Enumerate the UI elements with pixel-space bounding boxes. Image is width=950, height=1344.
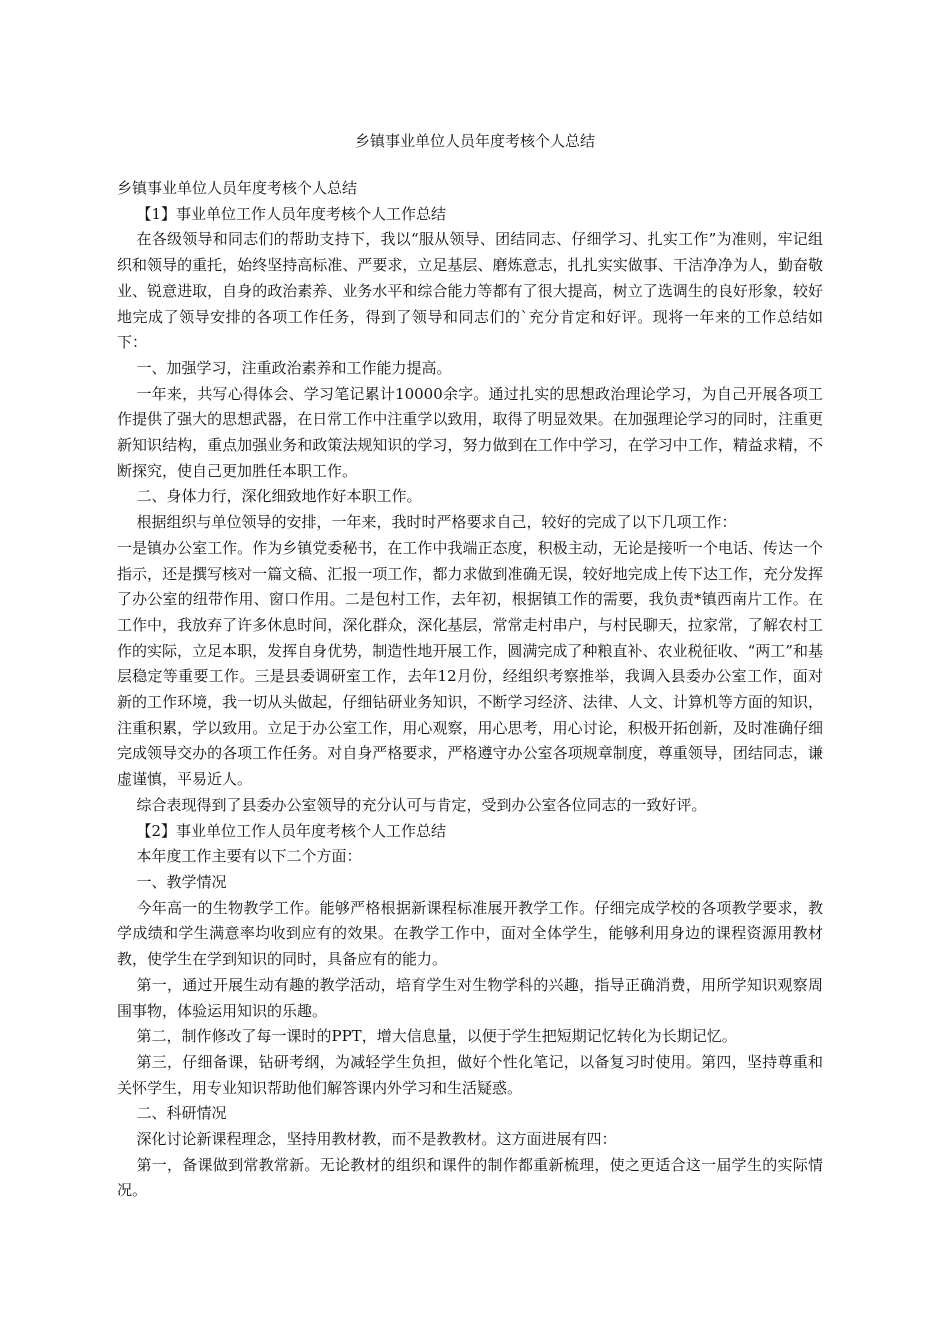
- paragraph: 一、教学情况: [136, 872, 227, 891]
- document-title: 乡镇事业单位人员年度考核个人总结: [354, 132, 595, 150]
- paragraph: 一是镇办公室工作。作为乡镇党委秘书，在工作中我端正态度，积极主动，无论是接听一个电话、传达一个指示，还是撰写核对一篇文稿、汇报一项工作，都力求做到准确无误，较好地完成上传下达工作，充分发挥了办公室的纽带作用、窗口作用。二是包村工作，去年初，根据镇工作的需要，我负责*镇西南片工作。在工作中，我放弃了许多休息时间，深化群众，深化基层，常常走村串户，与村民聊天，拉家常，了解农村工作的实际，立足本职，发挥自身优势，制造性地开展工作，圆满完成了种粮直补、农业税征收、“两工”和基层稳定等重要工作。三是县委调研室工作，去年12月份，经组织考察推举，我调入县委办公室工作，面对新的工作环境，我一切从头做起，仔细钻研业务知识，不断学习经济、法律、人文、计算机等方面的知识，注重积累，学以致用。立足于办公室工作，用心观察，用心思考，用心讨论，积极开拓创新，及时准确仔细完成领导交办的各项工作任务。对自身严格要求，严格遵守办公室各项规章制度，尊重领导，团结同志，谦虚谨慎，平易近人。: [117, 538, 823, 789]
- paragraph: 根据组织与单位领导的安排，一年来，我时时严格要求自己，较好的完成了以下几项工作：: [136, 513, 737, 532]
- paragraph: 乡镇事业单位人员年度考核个人总结: [117, 179, 358, 197]
- paragraph: 本年度工作主要有以下二个方面：: [136, 847, 362, 866]
- paragraph: 【2】事业单位工作人员年度考核个人工作总结: [136, 821, 447, 840]
- paragraph: 在各级领导和同志们的帮助支持下，我以“服从领导、团结同志、仔细学习、扎实工作”为准则，牢记组织和领导的重托，始终坚持高标准、严要求，立足基层、磨炼意志，扎扎实实做事、干洁净净为人，勤奋敬业、锐意进取，自身的政治素养、业务水平和综合能力等都有了很大提高，树立了选调生的良好形象，较好地完成了领导安排的各项工作任务，得到了领导和同志们的`充分肯定和好评。现将一年来的工作总结如下：: [117, 230, 823, 352]
- paragraph: 综合表现得到了县委办公室领导的充分认可与肯定，受到办公室各位同志的一致好评。: [136, 795, 707, 814]
- paragraph: 【1】事业单位工作人员年度考核个人工作总结: [136, 204, 447, 223]
- paragraph: 深化讨论新课程理念，坚持用教材教，而不是教教材。这方面进展有四：: [136, 1130, 617, 1149]
- paragraph: 二、身体力行，深化细致地作好本职工作。: [136, 487, 422, 506]
- paragraph: 一、加强学习，注重政治素养和工作能力提高。: [136, 358, 452, 377]
- paragraph: 第一，备课做到常教常新。无论教材的组织和课件的制作都重新梳理，使之更适合这一届学生的实际情况。: [117, 1155, 823, 1200]
- paragraph: 第一，通过开展生动有趣的教学活动，培育学生对生物学科的兴趣，指导正确消费，用所学知识观察周围事物，体验运用知识的乐趣。: [117, 975, 823, 1020]
- document-body: [117, 176, 823, 1204]
- paragraph: 二、科研情况: [136, 1104, 227, 1123]
- paragraph: 第二，制作修改了每一课时的PPT，增大信息量，以便于学生把短期记忆转化为长期记忆。: [136, 1027, 737, 1046]
- paragraph: 第三，仔细备课，钻研考纲，为减轻学生负担，做好个性化笔记，以备复习时使用。第四，坚持尊重和关怀学生，用专业知识帮助他们解答课内外学习和生活疑惑。: [117, 1052, 823, 1097]
- paragraph: 今年高一的生物教学工作。能够严格根据新课程标准展开教学工作。仔细完成学校的各项教学要求，教学成绩和学生满意率均收到应有的效果。在教学工作中，面对全体学生，能够利用身边的课程资源用教材教，使学生在学到知识的同时，具备应有的能力。: [117, 898, 823, 969]
- paragraph: 一年来，共写心得体会、学习笔记累计10000余字。通过扎实的思想政治理论学习，为自己开展各项工作提供了强大的思想武器，在日常工作中注重学以致用，取得了明显效果。在加强理论学习的同时，注重更新知识结构，重点加强业务和政策法规知识的学习，努力做到在工作中学习，在学习中工作，精益求精，不断探究，使自己更加胜任本职工作。: [117, 384, 823, 480]
